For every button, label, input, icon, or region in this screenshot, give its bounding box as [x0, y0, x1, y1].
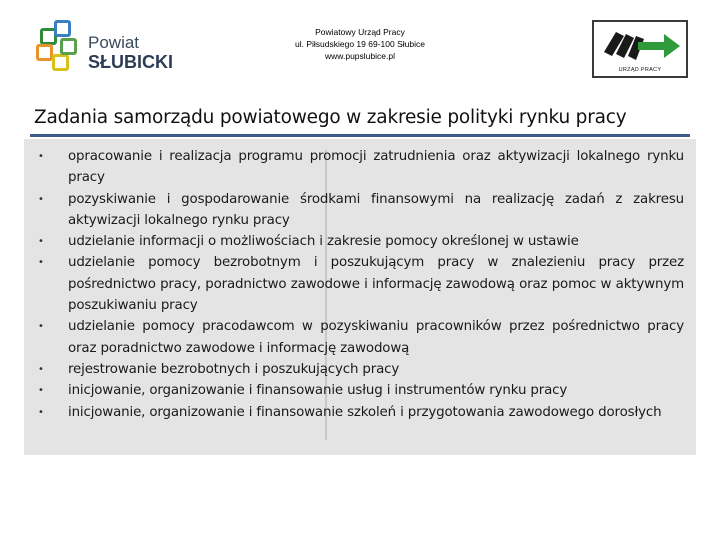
office-name: Powiatowy Urząd Pracy — [315, 27, 405, 37]
logo-square-blue — [54, 20, 71, 37]
list-item — [38, 189, 684, 232]
logo-square-green-2 — [60, 38, 77, 55]
list-item-text: opracowanie i realizacja programu promocji zatrudnienia oraz aktywizacji lokalnego rynku pracy — [68, 149, 684, 186]
logo-square-yellow — [52, 54, 69, 71]
list-item — [38, 316, 684, 359]
bullet-icon: • — [38, 257, 44, 269]
bullet-icon: • — [38, 406, 44, 418]
urzad-pracy-logo — [592, 20, 688, 78]
list-item-text: udzielanie informacji o możliwościach i zakresie pomocy określonej w ustawie — [68, 234, 579, 250]
bullet-icon: • — [38, 193, 44, 205]
list-item-text: udzielanie pomocy bezrobotnym i poszukującym pracy w znalezieniu pracy przez pośrednictwo pracy, poradnictwo zawodowe i informację zawodową oraz pomoc w aktywnym poszukiwaniu pracy — [68, 255, 684, 314]
bullet-icon: • — [38, 363, 44, 375]
list-item-text: pozyskiwanie i gospodarowanie środkami finansowymi na realizację zadań z zakresu aktywizacji lokalnego rynku pracy — [68, 191, 684, 228]
bullet-icon: • — [38, 151, 44, 162]
list-item-text: udzielanie pomocy pracodawcom w pozyskiwaniu pracowników przez pośrednictwo pracy oraz poradnictwo zawodowe i informację zawodową — [68, 319, 684, 356]
logo-caption: URZĄD PRACY — [618, 67, 662, 73]
arrow-cards-icon — [594, 24, 686, 68]
office-address: ul. Piłsudskiego 19 69-100 Słubice — [295, 39, 425, 49]
logo-text-slubicki: SŁUBICKI — [88, 52, 173, 72]
logo-square-orange — [36, 44, 53, 61]
bullet-icon: • — [38, 385, 44, 397]
task-list — [38, 146, 684, 423]
list-item — [38, 231, 684, 252]
list-item — [38, 146, 684, 189]
list-item-text: inicjowanie, organizowanie i finansowanie usług i instrumentów rynku pracy — [68, 383, 568, 399]
logo-text-powiat: Powiat — [88, 33, 140, 52]
slide-title: Zadania samorządu powiatowego w zakresie polityki rynku pracy — [34, 107, 627, 128]
list-item — [38, 402, 684, 423]
list-item — [38, 252, 684, 316]
list-item — [38, 359, 684, 380]
powiat-slubicki-logo — [30, 16, 172, 78]
list-item-text: inicjowanie, organizowanie i finansowanie szkoleń i przygotowania zawodowego dorosłych — [68, 404, 662, 420]
office-header — [260, 26, 460, 62]
title-underline — [30, 134, 690, 137]
list-item-text: rejestrowanie bezrobotnych i poszukujących pracy — [68, 361, 400, 377]
list-item — [38, 380, 684, 401]
office-website: www.pupslubice.pl — [325, 51, 395, 61]
bullet-icon: • — [38, 236, 44, 248]
bullet-icon: • — [38, 321, 44, 333]
